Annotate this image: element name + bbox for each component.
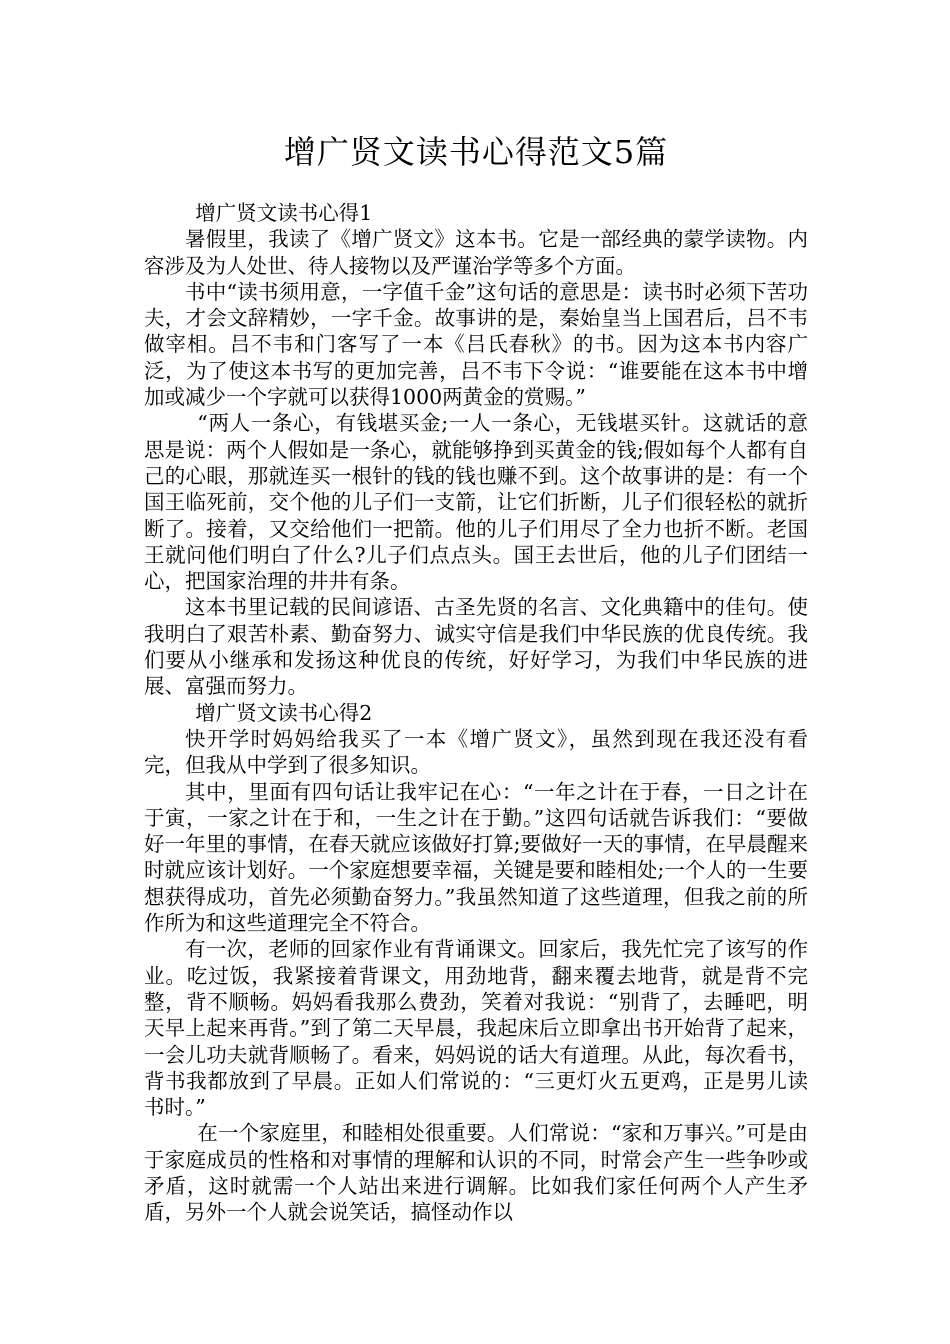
document-page <box>144 0 808 1344</box>
section-heading-2: 增广贤文读书心得2 <box>195 700 373 725</box>
paragraph: 快开学时妈妈给我买了一本《增广贤文》，虽然到现在我还没有看完，但我从中学到了很多知识。 <box>144 726 808 778</box>
paragraph: 有一次，老师的回家作业有背诵课文。回家后，我先忙完了该写的作业。吃过饭，我紧接着背课文，用劲地背，翻来覆去地背，就是背不完整，背不顺畅。妈妈看我那么费劲，笑着对我说：“别背了，去睡吧，明天早上起来再背。”到了第二天早晨，我起床后立即拿出书开始背了起来，一会儿功夫就背顺畅了。看来，妈妈说的话大有道理。从此，每次看书，背书我都放到了早晨。正如人们常说的：“三更灯火五更鸡，正是男儿读书时。” <box>144 937 808 1120</box>
paragraph: “两人一条心，有钱堪买金;一人一条心，无钱堪买针。这就话的意思是说：两个人假如是一条心，就能够挣到买黄金的钱;假如每个人都有自己的心眼，那就连买一根针的钱的钱也赚不到。这个故事讲的是：有一个国王临死前，交个他的儿子们一支箭，让它们折断，儿子们很轻松的就折断了。接着，又交给他们一把箭。他的儿子们用尽了全力也折不断。老国王就问他们明白了什么?儿子们点点头。国王去世后，他的儿子们团结一心，把国家治理的井井有条。 <box>144 411 808 594</box>
paragraph: 其中，里面有四句话让我牢记在心：“一年之计在于春，一日之计在于寅，一家之计在于和，一生之计在于勤。”这四句话就告诉我们：“要做好一年里的事情，在春天就应该做好打算;要做好一天的事情，在早晨醒来时就应该计划好。一个家庭想要幸福，关键是要和睦相处;一个人的一生要想获得成功，首先必须勤奋努力。”我虽然知道了这些道理，但我之前的所作所为和这些道理完全不符合。 <box>144 779 808 936</box>
section-heading-1: 增广贤文读书心得1 <box>195 201 373 225</box>
document-title: 增广贤文读书心得范文5篇 <box>283 133 669 171</box>
paragraph: 在一个家庭里，和睦相处很重要。人们常说：“家和万事兴。”可是由于家庭成员的性格和对事情的理解和认识的不同，时常会产生一些争吵或矛盾，这时就需一个人站出来进行调解。比如我们家任何两个人产生矛盾，另外一个人就会说笑话，搞怪动作以 <box>144 1121 808 1225</box>
paragraph: 暑假里，我读了《增广贤文》这本书。它是一部经典的蒙学读物。内容涉及为人处世、待人接物以及严谨治学等多个方面。 <box>144 227 808 278</box>
document-body <box>144 200 808 1226</box>
paragraph: 书中“读书须用意，一字值千金”这句话的意思是：读书时必须下苦功夫，才会文辞精妙，一字千金。故事讲的是，秦始皇当上国君后，吕不韦做宰相。吕不韦和门客写了一本《吕氏春秋》的书。因为这本书内容广泛，为了使这本书写的更加完善，吕不韦下令说：“谁要能在这本书中增加或减少一个字就可以获得1000两黄金的赏赐。” <box>144 279 808 410</box>
paragraph: 这本书里记载的民间谚语、古圣先贤的名言、文化典籍中的佳句。使我明白了艰苦朴素、勤奋努力、诚实守信是我们中华民族的优良传统。我们要从小继承和发扬这种优良的传统，好好学习，为我们中华民族的进展、富强而努力。 <box>144 595 808 699</box>
